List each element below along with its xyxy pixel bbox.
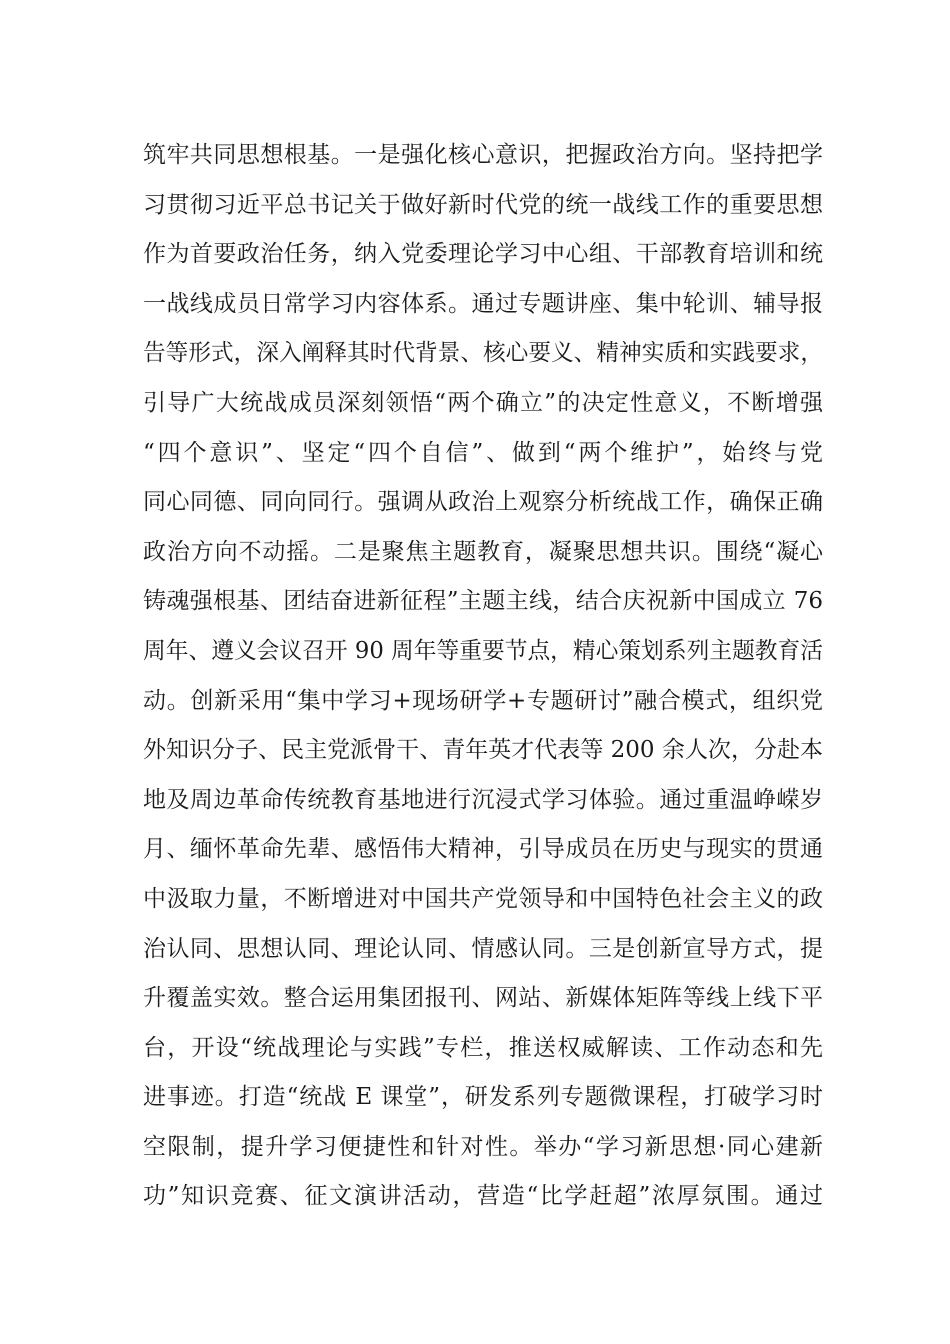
text-line-8: 同心同德、同向同行。强调从政治上观察分析统战工作，确保正确 <box>143 489 823 516</box>
text-line-21: 空限制，提升学习便捷性和针对性。举办“学习新思想·同心建新 <box>143 1133 823 1160</box>
text-line-17: 治认同、思想认同、理论认同、情感认同。三是创新宣导方式，提 <box>143 935 823 962</box>
body-text <box>143 131 823 1222</box>
text-line-10: 铸魂强根基、团结奋进新征程”主题主线，结合庆祝新中国成立 76 <box>143 588 823 615</box>
text-line-19: 台，开设“统战理论与实践”专栏，推送权威解读、工作动态和先 <box>143 1034 823 1061</box>
text-line-7: “四个意识”、坚定“四个自信”、做到“两个维护”，始终与党 <box>143 439 823 466</box>
text-line-16: 中汲取力量，不断增进对中国共产党领导和中国特色社会主义的政 <box>143 885 823 912</box>
text-line-11: 周年、遵义会议召开 90 周年等重要节点，精心策划系列主题教育活 <box>143 637 824 664</box>
text-line-18: 升覆盖实效。整合运用集团报刊、网站、新媒体矩阵等线上线下平 <box>143 985 823 1012</box>
text-line-2: 习贯彻习近平总书记关于做好新时代党的统一战线工作的重要思想 <box>143 191 823 218</box>
text-line-9: 政治方向不动摇。二是聚焦主题教育，凝聚思想共识。围绕“凝心 <box>143 538 823 565</box>
text-line-4: 一战线成员日常学习内容体系。通过专题讲座、集中轮训、辅导报 <box>143 290 823 317</box>
text-line-22: 功”知识竞赛、征文演讲活动，营造“比学赶超”浓厚氛围。通过 <box>143 1183 823 1210</box>
text-line-13: 外知识分子、民主党派骨干、青年英才代表等 200 余人次，分赴本 <box>143 737 823 764</box>
text-line-15: 月、缅怀革命先辈、感悟伟大精神，引导成员在历史与现实的贯通 <box>143 836 823 863</box>
text-line-6: 引导广大统战成员深刻领悟“两个确立”的决定性意义，不断增强 <box>143 389 823 416</box>
text-line-12: 动。创新采用“集中学习+现场研学+专题研讨”融合模式，组织党 <box>143 687 823 714</box>
text-line-14: 地及周边革命传统教育基地进行沉浸式学习体验。通过重温峥嵘岁 <box>143 786 823 813</box>
text-line-3: 作为首要政治任务，纳入党委理论学习中心组、干部教育培训和统 <box>143 241 823 268</box>
text-line-20: 进事迹。打造“统战 E 课堂”，研发系列专题微课程，打破学习时 <box>143 1084 823 1111</box>
text-line-5: 告等形式，深入阐释其时代背景、核心要义、精神实质和实践要求， <box>143 340 823 367</box>
text-line-1: 筑牢共同思想根基。一是强化核心意识，把握政治方向。坚持把学 <box>143 142 823 168</box>
